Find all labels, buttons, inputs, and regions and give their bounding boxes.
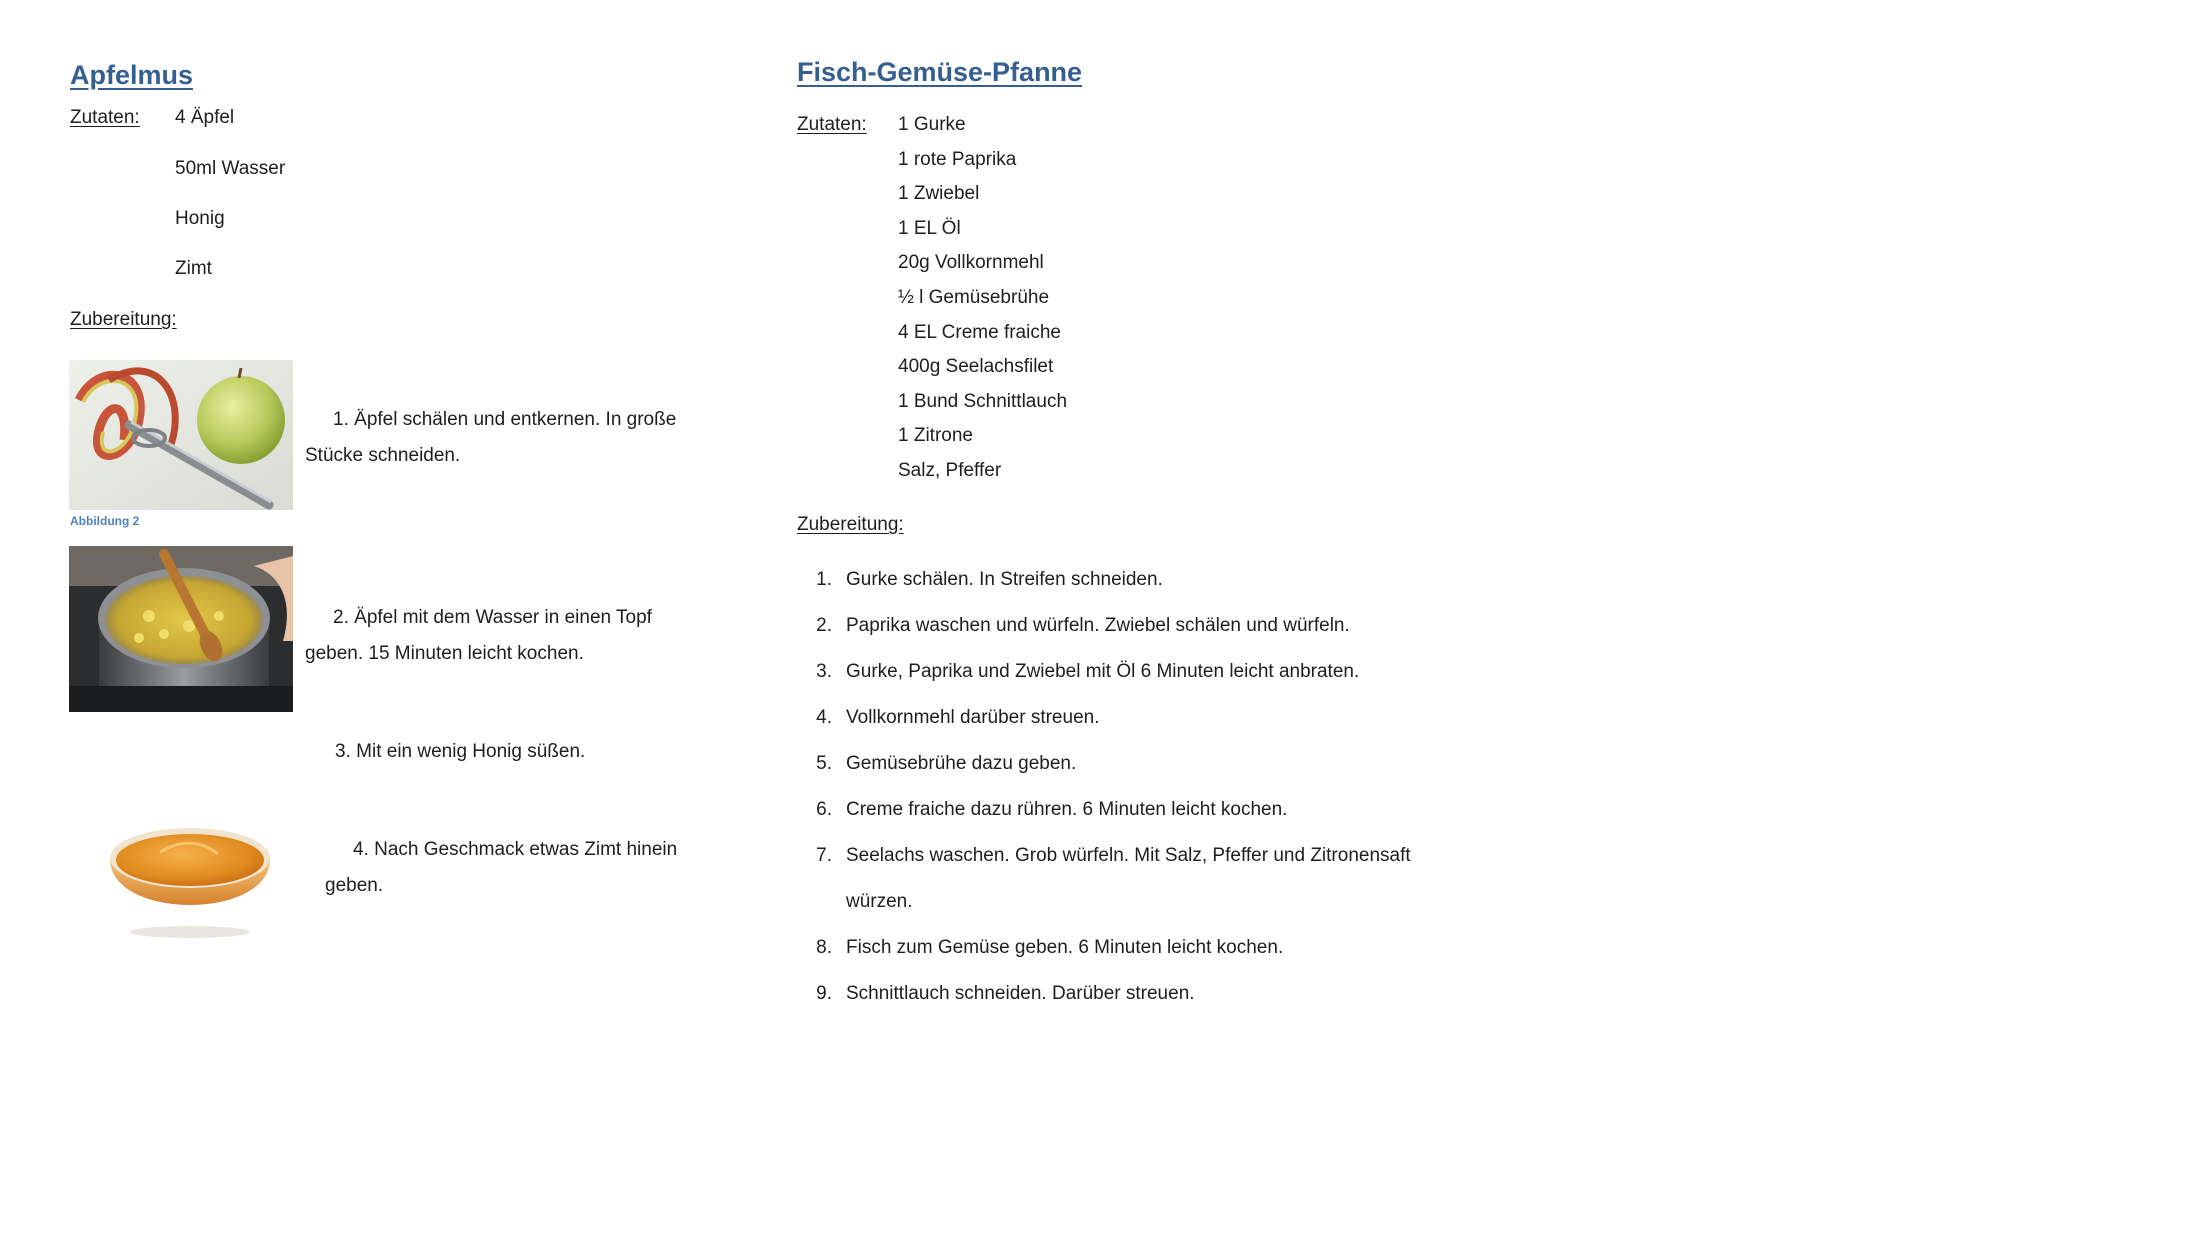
step-text: würzen.	[846, 891, 913, 912]
step-text: Schnittlauch schneiden. Darüber streuen.	[846, 983, 1195, 1004]
step-3	[335, 734, 755, 770]
step-text: Nach Geschmack etwas Zimt hinein	[374, 839, 678, 860]
step-number: 5.	[816, 753, 832, 774]
step-4	[325, 832, 725, 904]
step-text: Äpfel mit dem Wasser in einen Topf	[354, 607, 652, 628]
ingredient-item: Zimt	[175, 258, 212, 279]
ingredient-item: 400g Seelachsfilet	[898, 356, 1054, 378]
step-number: 3.	[816, 661, 832, 682]
step-item	[807, 971, 1411, 1017]
step-number: 3.	[335, 741, 351, 762]
step-text: geben. 15 Minuten leicht kochen.	[305, 643, 584, 664]
ingredient-item: Salz, Pfeffer	[898, 459, 1002, 481]
step-item	[807, 557, 1411, 603]
step-item	[807, 741, 1411, 787]
step-number: 1.	[816, 569, 832, 590]
step-number: 2.	[816, 615, 832, 636]
ingredient-item: Honig	[175, 208, 225, 229]
ingredient-item: 1 Bund Schnittlauch	[898, 390, 1068, 412]
ingredient-item: 4 EL Creme fraiche	[898, 321, 1061, 343]
ingredient-list	[898, 114, 1067, 495]
ingredient-item: 50ml Wasser	[175, 158, 286, 179]
step-1	[305, 402, 725, 474]
ingredient-item: 1 rote Paprika	[898, 148, 1017, 170]
preparation-label: Zubereitung:	[70, 309, 177, 330]
step-2	[305, 600, 725, 672]
ingredient-item: 1 Zwiebel	[898, 183, 980, 205]
step-text: Gemüsebrühe dazu geben.	[846, 753, 1077, 774]
step-number: 8.	[816, 937, 832, 958]
step-item	[807, 833, 1411, 925]
step-number: 6.	[816, 799, 832, 820]
step-text: Gurke schälen. In Streifen schneiden.	[846, 569, 1163, 590]
ingredients-label: Zutaten:	[70, 107, 140, 128]
figure-caption: Abbildung 2	[70, 514, 140, 528]
step-text: Seelachs waschen. Grob würfeln. Mit Salz, Pfeffer und Zitronensaft	[846, 845, 1411, 866]
recipe-title: Fisch-Gemüse-Pfanne	[797, 57, 1083, 87]
ingredients-label: Zutaten:	[797, 114, 867, 135]
ingredient-item: 20g Vollkornmehl	[898, 252, 1044, 274]
step-text: Mit ein wenig Honig süßen.	[356, 741, 586, 762]
pot-stirring-photo	[69, 546, 293, 712]
step-item	[807, 925, 1411, 971]
ingredient-item: 4 Äpfel	[175, 107, 235, 128]
ingredient-item: 1 EL Öl	[898, 217, 961, 239]
step-item	[807, 695, 1411, 741]
step-text: Fisch zum Gemüse geben. 6 Minuten leicht kochen.	[846, 937, 1284, 958]
ingredient-item: ½ l Gemüsebrühe	[898, 286, 1050, 308]
step-text: geben.	[325, 875, 384, 896]
step-text: Creme fraiche dazu rühren. 6 Minuten leicht kochen.	[846, 799, 1288, 820]
step-text: Stücke schneiden.	[305, 445, 461, 466]
ingredient-item: 1 Gurke	[898, 114, 966, 135]
step-item	[807, 603, 1411, 649]
step-text: Gurke, Paprika und Zwiebel mit Öl 6 Minuten leicht anbraten.	[846, 661, 1360, 682]
step-number: 2.	[333, 607, 349, 628]
step-number: 7.	[816, 845, 832, 866]
step-text: Äpfel schälen und entkernen. In große	[354, 409, 677, 430]
step-text: Paprika waschen und würfeln. Zwiebel schälen und würfeln.	[846, 615, 1350, 636]
ingredient-item: 1 Zitrone	[898, 425, 973, 447]
step-number: 4.	[816, 707, 832, 728]
step-number: 4.	[353, 839, 369, 860]
step-number: 1.	[333, 409, 349, 430]
step-text: Vollkornmehl darüber streuen.	[846, 707, 1100, 728]
preparation-steps	[807, 557, 1411, 1017]
step-number: 9.	[816, 983, 832, 1004]
preparation-label: Zubereitung:	[797, 514, 904, 535]
applesauce-bowl-photo	[100, 810, 280, 940]
step-item	[807, 787, 1411, 833]
recipe-title: Apfelmus	[70, 60, 194, 90]
step-item	[807, 649, 1411, 695]
apple-peeling-photo	[69, 360, 293, 510]
